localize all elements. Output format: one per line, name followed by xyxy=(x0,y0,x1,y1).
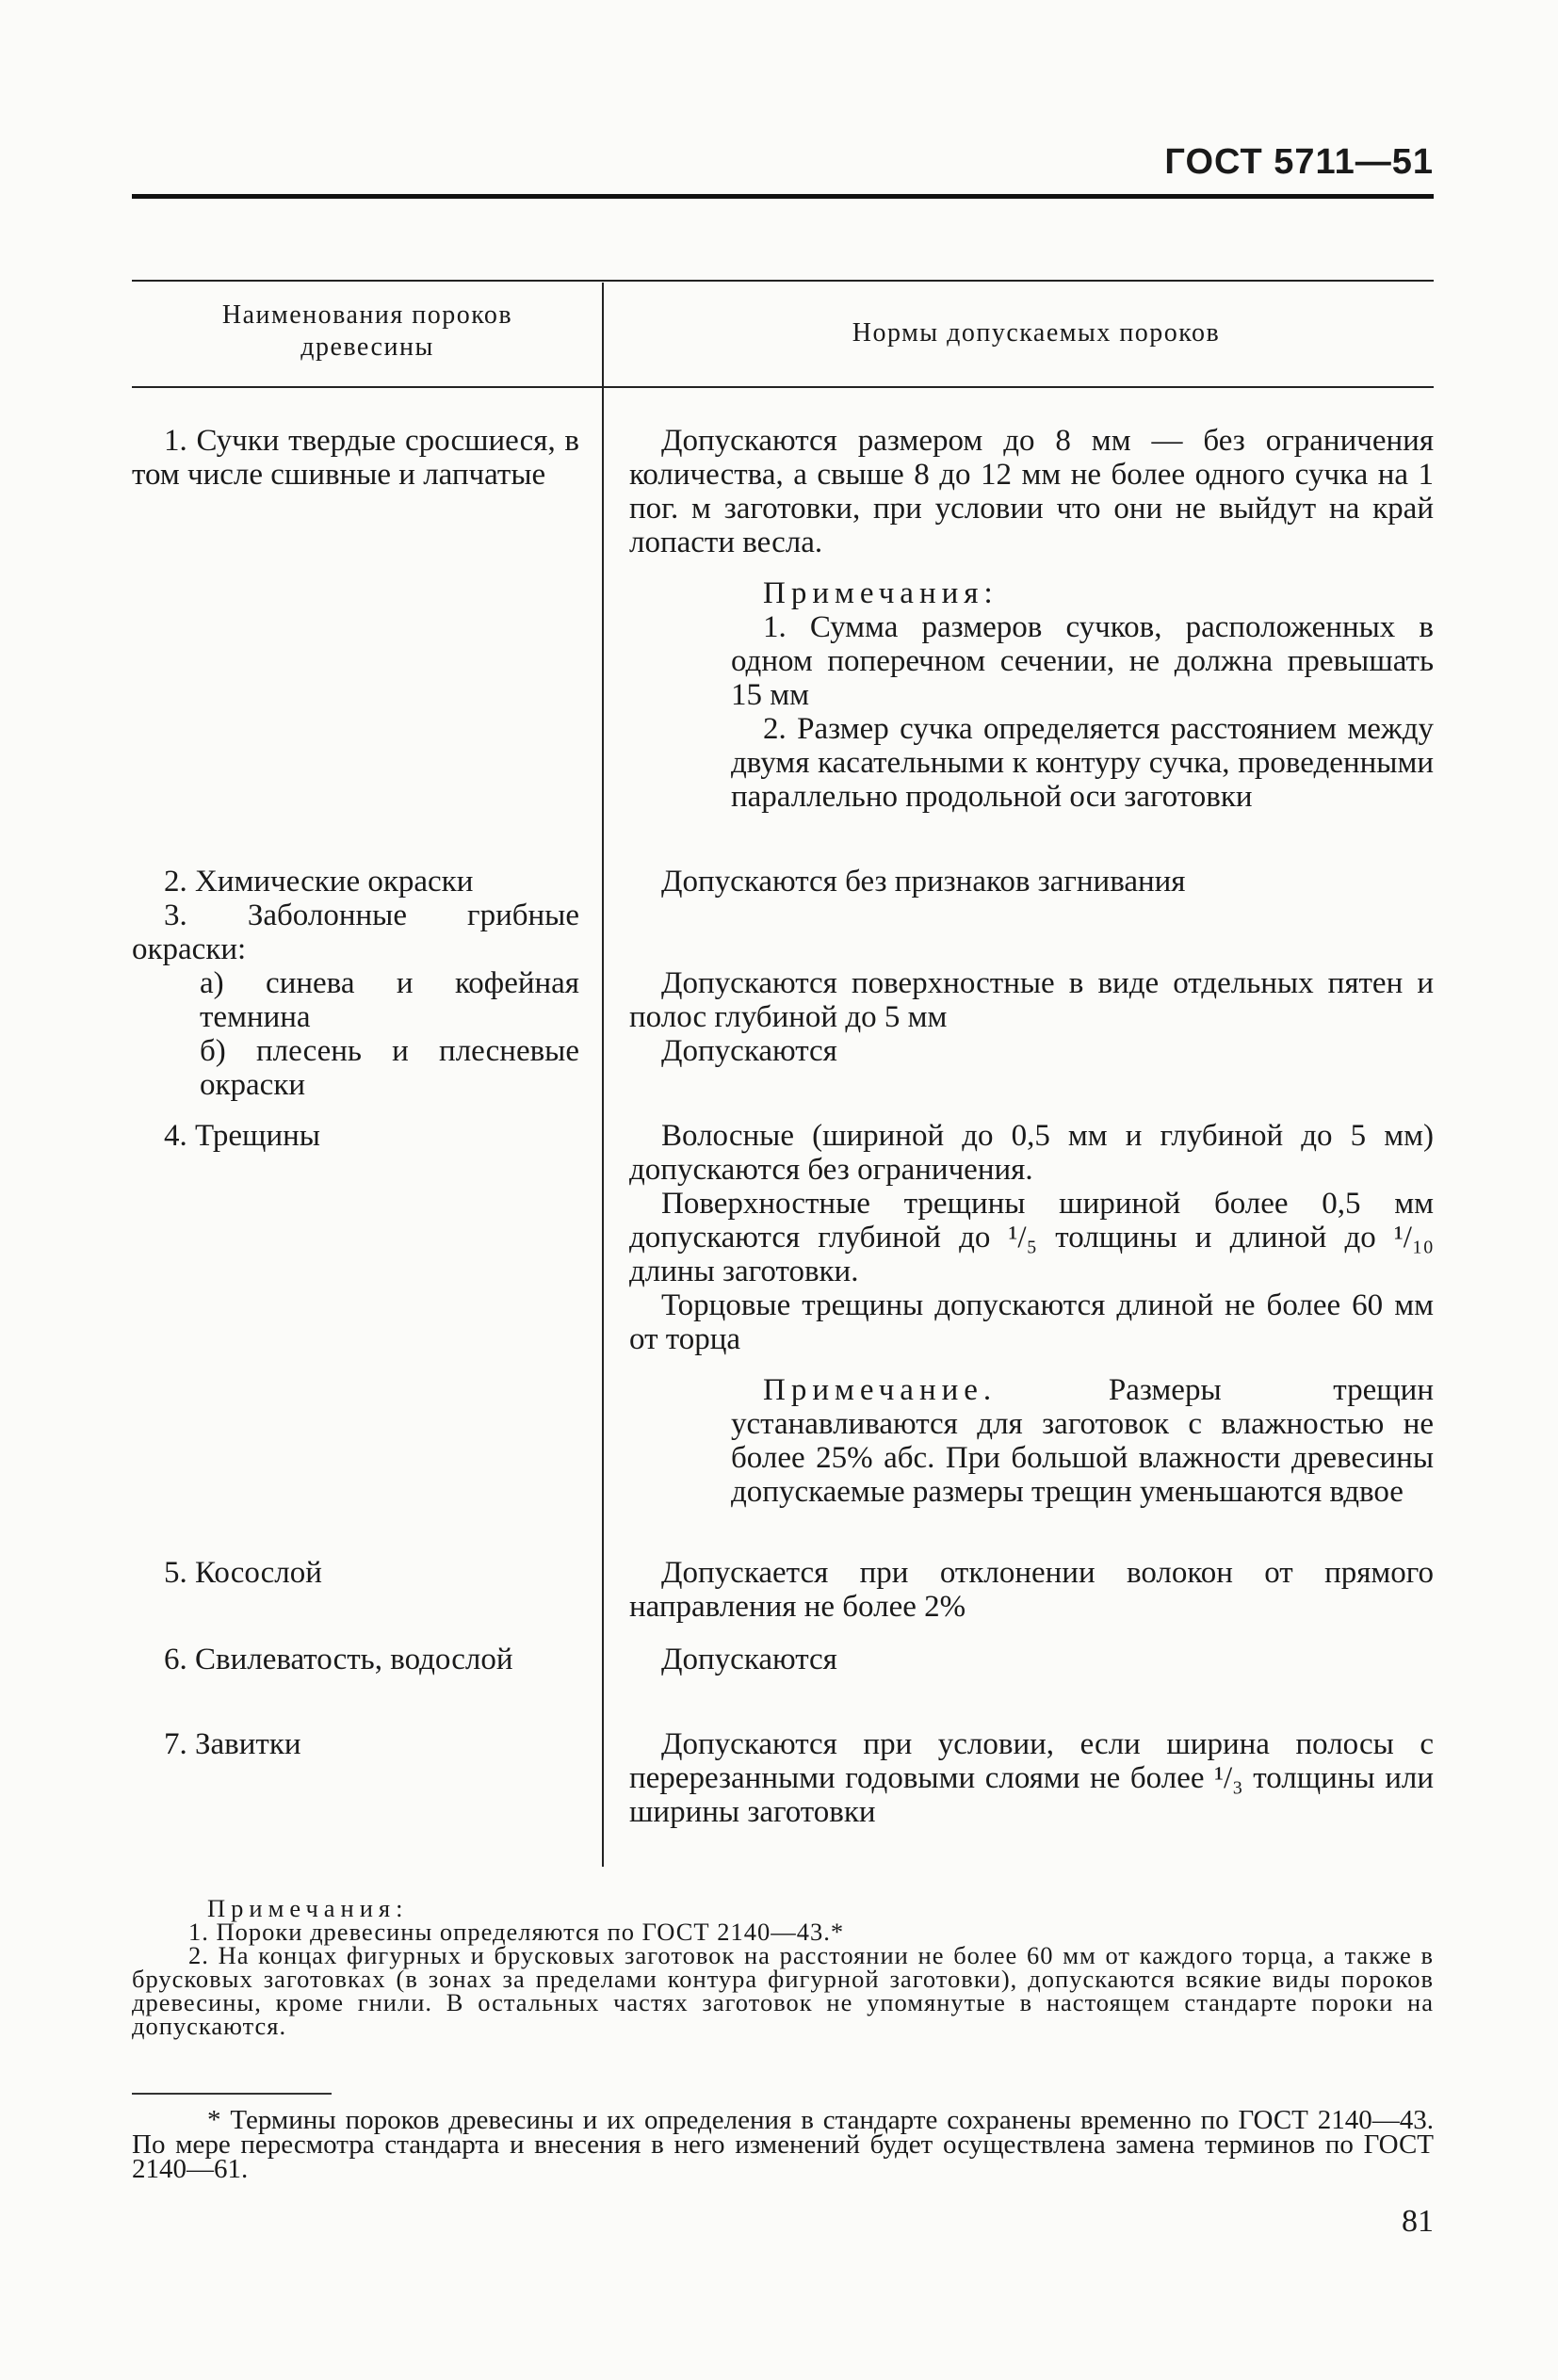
row-5-defect xyxy=(132,1556,579,1590)
row-3a-norm-text: Допускаются поверхностные в виде отдельных пятен и полос глубиной до 5 мм xyxy=(629,966,1434,1034)
footnote xyxy=(132,2105,1434,2184)
table-header-rule xyxy=(132,386,1434,388)
row-1-notes xyxy=(731,576,1434,814)
row-3-defect-text: 3. Заболонные грибные окраски: xyxy=(132,899,579,966)
row-1-defect-text: 1. Сучки твердые сросшиеся, в том числе сшивные и лапчатые xyxy=(132,424,579,492)
row-2-defect-text: 2. Химические окраски xyxy=(164,865,474,899)
row-1-note-2: 2. Размер сучка определяется расстоянием между двумя касательными к контуру сучка, проведенными параллельно продольной оси заготовки xyxy=(731,712,1434,814)
row-6-defect-text: 6. Свилеватость, водослой xyxy=(164,1643,513,1676)
general-notes-heading: Примечания: xyxy=(207,1894,409,1922)
row-4-norm-part-1: Волосные (шириной до 0,5 мм и глубиной до 5 мм) допускаются без ограничения. xyxy=(629,1119,1434,1187)
row-1-note-heading: Примечания: xyxy=(763,576,998,610)
row-4-defect-text: 4. Трещины xyxy=(164,1119,320,1153)
row-3a-norm xyxy=(629,966,1434,1034)
row-6-defect xyxy=(132,1643,579,1676)
row-2-norm-text: Допускаются без признаков загнивания xyxy=(661,865,1186,899)
row-3-defect xyxy=(132,899,579,966)
row-2-norm xyxy=(629,865,1434,899)
page-number: 81 xyxy=(1402,2204,1434,2239)
row-1-defect xyxy=(132,424,579,492)
row-4-norm xyxy=(629,1119,1434,1356)
row-4-defect xyxy=(132,1119,579,1153)
row-7-norm-text: Допускаются при условии, если ширина полосы с перерезанными годовыми слоями не более ¹/₃ толщины или ширины заготовки xyxy=(629,1727,1434,1829)
header-rule xyxy=(132,194,1434,199)
row-5-norm xyxy=(629,1556,1434,1624)
column-header-norms: Нормы допускаемых пороков xyxy=(852,318,1221,348)
row-6-norm xyxy=(629,1643,1434,1676)
row-1-norm-text: Допускаются размером до 8 мм — без ограничения количества, а свыше 8 до 12 мм не более одного сучка на 1 пог. м заготовки, при условии что они не выйдут на край лопасти весла. xyxy=(629,424,1434,559)
row-4-note xyxy=(731,1373,1434,1509)
row-5-defect-text: 5. Косослой xyxy=(164,1556,322,1590)
row-7-norm xyxy=(629,1727,1434,1829)
document-header-title: ГОСТ 5711—51 xyxy=(1164,142,1434,182)
row-3a-defect-text: а) синева и кофейная темнина xyxy=(200,966,579,1034)
row-2-defect xyxy=(132,865,579,899)
table-column-divider xyxy=(602,283,604,1867)
row-3b-defect xyxy=(200,1034,579,1102)
row-3b-norm xyxy=(629,1034,1434,1068)
row-4-note-heading: Примечание. xyxy=(763,1373,998,1407)
general-notes xyxy=(132,1894,1434,2040)
footnote-text: * Термины пороков древесины и их определения в стандарте сохранены временно по ГОСТ 2140—43. По мере пересмотра стандарта и внесения в него изменений будет осуществлена замена терминов по ГОСТ 2140—61. xyxy=(132,2105,1434,2184)
row-1-norm xyxy=(629,424,1434,559)
footnote-rule xyxy=(132,2093,332,2095)
row-3b-norm-text: Допускаются xyxy=(661,1034,837,1068)
row-3a-defect xyxy=(200,966,579,1034)
table-top-rule xyxy=(132,280,1434,282)
row-6-norm-text: Допускаются xyxy=(661,1643,837,1676)
row-1-note-1: 1. Сумма размеров сучков, расположенных в одном поперечном сечении, не должна превышать 15 мм xyxy=(731,610,1434,712)
row-4-norm-part-3: Торцовые трещины допускаются длиной не более 60 мм от торца xyxy=(629,1288,1434,1356)
general-note-2: 2. На концах фигурных и брусковых заготовок на расстоянии не более 60 мм от каждого торца, а также в брусковых заготовках (в зонах за пределами контура фигурной заготовки), допускаются всякие виды пороков древесины, кроме гнили. В остальных частях заготовок не упомянутые в настоящем стандарте пороки на допускаются. xyxy=(132,1941,1434,2040)
row-7-defect-text: 7. Завитки xyxy=(164,1727,301,1761)
general-note-1: 1. Пороки древесины определяются по ГОСТ 2140—43.* xyxy=(188,1918,845,1946)
row-3b-defect-text: б) плесень и плесневые окраски xyxy=(200,1034,579,1102)
column-header-defects: Наименования пороков древесины xyxy=(221,300,513,362)
row-4-norm-part-2: Поверхностные трещины шириной более 0,5 мм допускаются глубиной до ¹/₅ толщины и длиной до ¹/₁₀ длины заготовки. xyxy=(629,1187,1434,1288)
row-4-note-text: Размеры трещин устанавливаются для заготовок с влажностью не более 25% абс. При большой влажности древесины допускаемые размеры трещин уменьшаются вдвое xyxy=(731,1373,1434,1509)
row-5-norm-text: Допускается при отклонении волокон от прямого направления не более 2% xyxy=(629,1556,1434,1624)
row-7-defect xyxy=(132,1727,579,1761)
